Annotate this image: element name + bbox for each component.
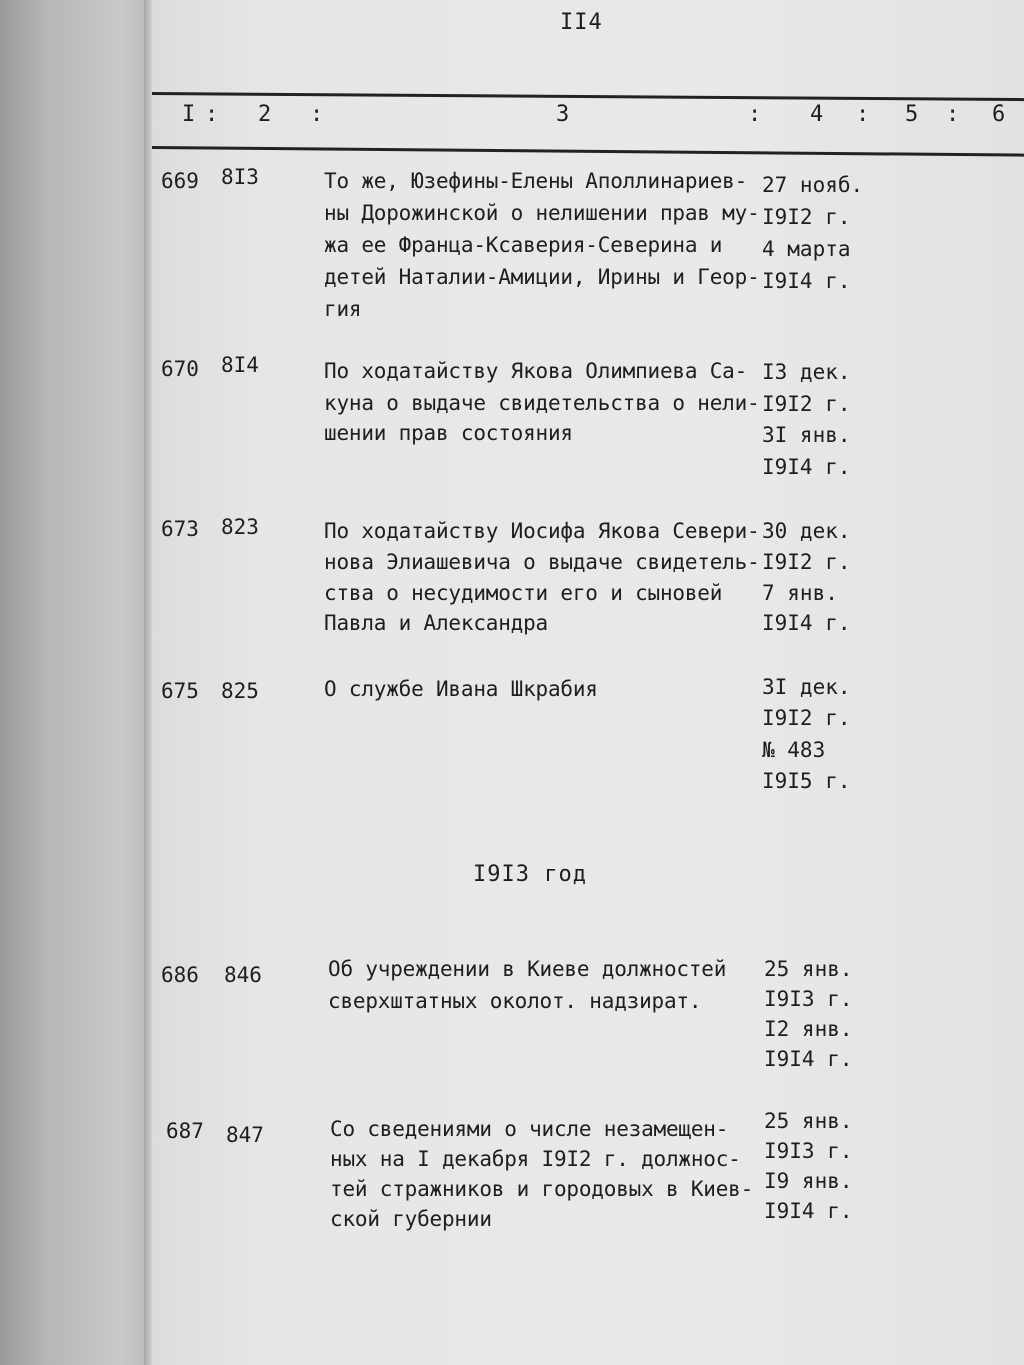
row-date: 3I дек. (762, 675, 851, 699)
row-date: 4 марта (762, 237, 851, 261)
row-date: 25 янв. (764, 957, 853, 981)
header-separator: : (748, 102, 762, 127)
row-desc-line: тей стражников и городовых в Киев- (330, 1177, 754, 1201)
row-number: 686 (161, 963, 199, 987)
row-desc-line: ны Дорожинской о нелишении прав му- (324, 201, 760, 225)
header-col-6: 6 (992, 102, 1006, 127)
row-date: I9I2 г. (762, 392, 851, 416)
row-desc-line: Со сведениями о числе незамещен- (330, 1117, 729, 1141)
row-desc-line: шении прав состояния (324, 421, 573, 445)
row-date: I9 янв. (764, 1169, 853, 1193)
row-desc-line: То же, Юзефины-Елены Аполлинариев- (324, 169, 748, 193)
row-desc-line: ской губернии (330, 1207, 492, 1231)
row-date: I9I4 г. (762, 611, 851, 635)
row-date: № 483 (762, 738, 826, 762)
header-col-3: 3 (556, 102, 570, 127)
row-desc-line: гия (324, 297, 362, 321)
row-date: 25 янв. (764, 1109, 853, 1133)
row-code: 846 (224, 963, 262, 987)
row-desc-line: Об учреждении в Киеве должностей (328, 957, 727, 981)
row-number: 669 (161, 169, 199, 193)
row-number: 673 (161, 517, 199, 541)
header-col-4: 4 (810, 102, 824, 127)
header-col-1: I (182, 102, 196, 127)
row-desc-line: куна о выдаче свидетельства о нели- (324, 391, 760, 415)
row-number: 670 (161, 357, 199, 381)
header-separator: : (856, 102, 870, 127)
row-desc-line: По ходатайству Иосифа Якова Севери- (324, 519, 760, 543)
header-rule-top (152, 92, 1024, 101)
header-col-2: 2 (258, 102, 272, 127)
left-page-edge (0, 0, 148, 1365)
page-number: II4 (560, 10, 603, 35)
row-date: 30 дек. (762, 519, 851, 543)
row-date: I3 дек. (762, 360, 851, 384)
row-date: 3I янв. (762, 423, 851, 447)
row-date: I9I2 г. (762, 205, 851, 229)
row-date: I9I2 г. (762, 706, 851, 730)
row-code: 847 (226, 1123, 264, 1147)
row-code: 8I4 (221, 353, 259, 377)
year-heading: I9I3 год (473, 862, 587, 887)
row-date: I9I2 г. (762, 550, 851, 574)
row-code: 8I3 (221, 165, 259, 189)
row-date: I2 янв. (764, 1017, 853, 1041)
row-desc-line: По ходатайству Якова Олимпиева Са- (324, 359, 748, 383)
row-code: 823 (221, 515, 259, 539)
row-number: 675 (161, 679, 199, 703)
row-date: I9I3 г. (764, 1139, 853, 1163)
header-separator: : (310, 102, 324, 127)
row-desc-line: нова Элиашевича о выдаче свидетель- (324, 550, 760, 574)
row-desc-line: Павла и Александра (324, 611, 548, 635)
row-desc-line: ных на I декабря I9I2 г. должнос- (330, 1147, 741, 1171)
row-date: I9I5 г. (762, 769, 851, 793)
row-number: 687 (166, 1119, 204, 1143)
row-date: I9I4 г. (764, 1047, 853, 1071)
row-date: I9I4 г. (762, 455, 851, 479)
row-desc-line: ства о несудимости его и сыновей (324, 581, 723, 605)
book-gutter (144, 0, 152, 1365)
row-date: I9I4 г. (764, 1199, 853, 1223)
header-rule-bottom (152, 146, 1024, 157)
row-desc-line: О службе Ивана Шкрабия (324, 677, 598, 701)
row-desc-line: сверхштатных околот. надзират. (328, 989, 702, 1013)
row-desc-line: жа ее Франца-Ксаверия-Северина и (324, 233, 723, 257)
row-date: I9I4 г. (762, 269, 851, 293)
row-code: 825 (221, 679, 259, 703)
header-separator: : (205, 102, 219, 127)
row-desc-line: детей Наталии-Амиции, Ирины и Геор- (324, 265, 760, 289)
row-date: 7 янв. (762, 581, 838, 605)
header-separator: : (946, 102, 960, 127)
row-date: I9I3 г. (764, 987, 853, 1011)
row-date: 27 нояб. (762, 173, 864, 197)
header-col-5: 5 (905, 102, 919, 127)
